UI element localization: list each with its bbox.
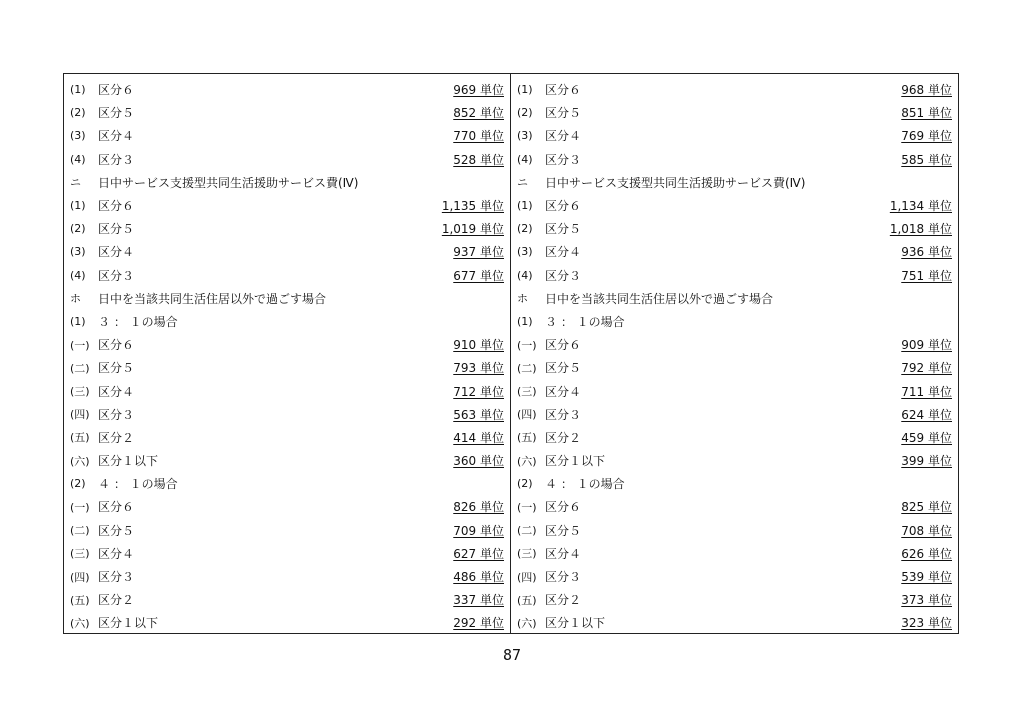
table-row [511,356,958,379]
row-value: 399 単位 [901,454,952,469]
row-value: 852 単位 [453,106,504,121]
row-value: 627 単位 [453,546,504,561]
row-value: 677 単位 [453,268,504,283]
row-number: (一) [517,338,537,352]
row-label: 区分３ [98,152,135,167]
row-value: 709 単位 [453,523,504,538]
row-label: 区分６ [98,338,135,353]
row-label: 日中を当該共同生活住居以外で過ごす場合 [545,291,774,306]
row-value: 1,018 単位 [889,222,952,237]
row-number: (五) [517,593,537,607]
row-number: (二) [70,361,90,375]
table-row [64,264,510,287]
page-number: 87 [502,646,522,664]
row-number: (4) [517,268,533,282]
row-value: 937 単位 [453,245,504,260]
table-row [511,611,958,634]
table-row [64,171,510,194]
row-label: 区分６ [98,199,135,214]
row-number: (五) [70,431,90,445]
row-label: 区分３ [545,152,582,167]
row-value: 711 単位 [901,384,952,399]
table-row [511,124,958,147]
table-row [511,217,958,240]
row-label: 区分２ [98,430,135,445]
row-value: 539 単位 [901,570,952,585]
row-label: 区分３ [98,268,135,283]
row-value: 1,019 単位 [441,222,504,237]
row-value: 373 単位 [901,593,952,608]
row-value: 1,134 単位 [889,199,952,214]
table-row [64,333,510,356]
row-label: 区分３ [98,407,135,422]
table-row [64,495,510,518]
row-number: (2) [517,106,533,120]
row-number: (三) [70,385,90,399]
table-row [64,194,510,217]
table-row [64,217,510,240]
row-number: (1) [517,83,533,97]
row-value: 769 単位 [901,129,952,144]
row-number: (1) [517,314,533,328]
table-row [511,472,958,495]
row-number: (六) [517,454,537,468]
table-row [511,565,958,588]
row-label: ４ ： １の場合 [545,477,625,492]
row-value: 486 単位 [453,570,504,585]
row-label: ３ ： １の場合 [98,314,178,329]
table-row [511,240,958,263]
table-row [511,101,958,124]
table-row [511,379,958,402]
table-row [64,78,510,101]
row-number: (2) [70,222,86,236]
row-number: (4) [517,152,533,166]
table-row [511,588,958,611]
table-row [511,403,958,426]
table-row [511,287,958,310]
row-value: 624 単位 [901,407,952,422]
comparison-table [63,73,959,634]
row-label: 区分３ [545,407,582,422]
table-row [64,565,510,588]
row-label: 区分４ [545,129,582,144]
row-number: (五) [70,593,90,607]
table-row [64,472,510,495]
row-number: (一) [70,338,90,352]
table-row [64,519,510,542]
row-number: (3) [70,245,86,259]
row-number: (四) [517,408,537,422]
row-value: 968 単位 [901,83,952,98]
row-number: (二) [70,524,90,538]
row-number: (六) [517,616,537,630]
table-row [64,101,510,124]
row-number: (2) [70,106,86,120]
row-label: 区分５ [98,222,135,237]
row-value: 751 単位 [901,268,952,283]
table-row [64,379,510,402]
row-value: 360 単位 [453,454,504,469]
left-column [64,74,511,633]
row-label: 日中サービス支援型共同生活援助サービス費(Ⅳ) [98,175,359,190]
row-value: 708 単位 [901,523,952,538]
row-number: (四) [70,408,90,422]
row-label: 区分１以下 [98,454,159,469]
row-label: 区分３ [545,268,582,283]
row-label: 区分４ [545,384,582,399]
row-value: 563 単位 [453,407,504,422]
row-number: (2) [70,477,86,491]
row-label: 日中サービス支援型共同生活援助サービス費(Ⅳ) [545,175,806,190]
row-number: (二) [517,361,537,375]
row-value: 337 単位 [453,593,504,608]
row-label: 区分６ [98,83,135,98]
row-value: 528 単位 [453,152,504,167]
row-number: (1) [70,314,86,328]
row-label: ３ ： １の場合 [545,314,625,329]
table-row [511,333,958,356]
row-value: 851 単位 [901,106,952,121]
row-number: (四) [517,570,537,584]
row-number: (2) [517,222,533,236]
table-row [64,124,510,147]
row-value: 909 単位 [901,338,952,353]
table-row [511,426,958,449]
table-row [511,171,958,194]
row-label: 区分５ [545,222,582,237]
table-row [511,449,958,472]
row-value: 414 単位 [453,430,504,445]
row-number: (一) [70,500,90,514]
row-number: (五) [517,431,537,445]
table-row [64,310,510,333]
row-number: ホ [70,292,81,306]
row-number: (六) [70,616,90,630]
table-row [511,194,958,217]
right-column [511,74,958,633]
row-number: (1) [70,199,86,213]
table-row [511,542,958,565]
row-value: 969 単位 [453,83,504,98]
row-value: 626 単位 [901,546,952,561]
table-row [511,310,958,333]
row-number: ニ [70,176,81,190]
row-label: 区分５ [98,106,135,121]
row-label: 区分１以下 [545,454,606,469]
table-row [64,148,510,171]
row-value: 936 単位 [901,245,952,260]
row-label: 区分１以下 [545,616,606,631]
row-number: (3) [517,245,533,259]
row-number: ホ [517,292,528,306]
row-value: 292 単位 [453,616,504,631]
table-row [64,287,510,310]
row-value: 793 単位 [453,361,504,376]
row-label: 区分６ [98,500,135,515]
row-label: 区分５ [98,361,135,376]
row-label: 区分２ [98,593,135,608]
table-row [64,588,510,611]
row-value: 585 単位 [901,152,952,167]
row-value: 712 単位 [453,384,504,399]
row-label: 区分６ [545,500,582,515]
row-number: (四) [70,570,90,584]
row-label: 区分６ [545,199,582,214]
row-label: 日中を当該共同生活住居以外で過ごす場合 [98,291,327,306]
row-number: (三) [517,547,537,561]
row-label: 区分４ [98,129,135,144]
row-number: (4) [70,268,86,282]
row-value: 1,135 単位 [441,199,504,214]
table-row [64,449,510,472]
row-label: ４ ： １の場合 [98,477,178,492]
row-number: (2) [517,477,533,491]
table-row [64,426,510,449]
row-number: (一) [517,500,537,514]
row-value: 770 単位 [453,129,504,144]
table-row [64,356,510,379]
row-value: 459 単位 [901,430,952,445]
row-label: 区分４ [98,245,135,260]
table-row [511,148,958,171]
row-number: (三) [517,385,537,399]
row-label: 区分６ [545,338,582,353]
row-label: 区分２ [545,430,582,445]
row-value: 792 単位 [901,361,952,376]
table-row [64,240,510,263]
row-number: (4) [70,152,86,166]
table-row [511,264,958,287]
row-number: (3) [517,129,533,143]
row-number: (3) [70,129,86,143]
row-label: 区分３ [545,570,582,585]
row-label: 区分６ [545,83,582,98]
table-row [64,611,510,634]
row-number: (1) [517,199,533,213]
row-value: 323 単位 [901,616,952,631]
row-number: (三) [70,547,90,561]
row-label: 区分５ [545,361,582,376]
row-label: 区分４ [545,245,582,260]
table-row [64,403,510,426]
row-label: 区分１以下 [98,616,159,631]
row-label: 区分５ [98,523,135,538]
row-label: 区分２ [545,593,582,608]
row-label: 区分５ [545,106,582,121]
row-value: 826 単位 [453,500,504,515]
row-number: (1) [70,83,86,97]
table-row [511,78,958,101]
row-value: 825 単位 [901,500,952,515]
table-row [511,519,958,542]
row-label: 区分４ [545,546,582,561]
row-number: (二) [517,524,537,538]
row-label: 区分３ [98,570,135,585]
row-label: 区分４ [98,546,135,561]
row-number: ニ [517,176,528,190]
table-row [511,495,958,518]
row-label: 区分５ [545,523,582,538]
table-row [64,542,510,565]
row-number: (六) [70,454,90,468]
row-value: 910 単位 [453,338,504,353]
row-label: 区分４ [98,384,135,399]
